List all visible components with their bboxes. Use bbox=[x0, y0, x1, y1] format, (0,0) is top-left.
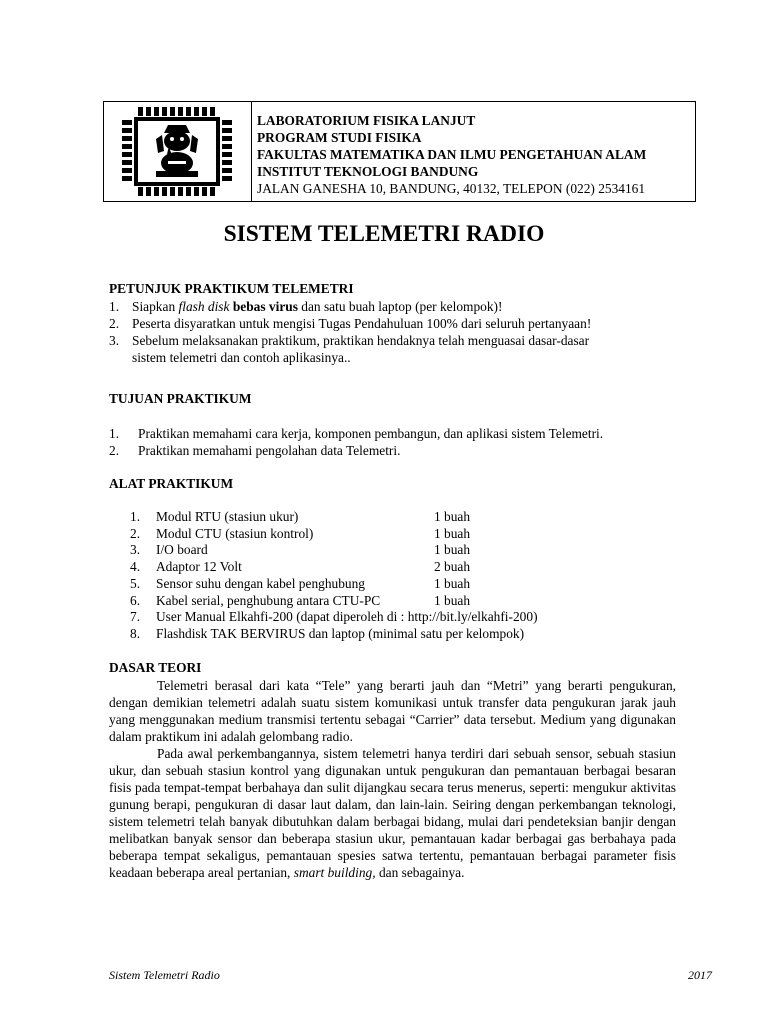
list-item: 2. Modul CTU (stasiun kontrol) 1 buah bbox=[130, 525, 471, 541]
list-item bbox=[109, 425, 603, 442]
list-item bbox=[109, 315, 591, 332]
address-line: JALAN GANESHA 10, BANDUNG, 40132, TELEPON (022) 2534161 bbox=[257, 181, 646, 196]
institute-name: INSTITUT TEKNOLOGI BANDUNG bbox=[257, 164, 479, 179]
list-item: 3. I/O board 1 buah bbox=[130, 542, 471, 558]
item-text: Sebelum melaksanakan praktikum, praktikan hendaknya telah menguasai dasar-dasar sistem telemetri dan contoh aplikasinya.. bbox=[132, 333, 590, 365]
footer-title: Sistem Telemetri Radio bbox=[109, 968, 220, 982]
footer-year: 2017 bbox=[688, 968, 712, 982]
item-number: 3. bbox=[109, 333, 120, 348]
letterhead-text bbox=[257, 112, 646, 197]
alat-list bbox=[130, 509, 538, 643]
document-title: SISTEM TELEMETRI RADIO bbox=[223, 221, 545, 247]
item-text: Praktikan memahami pengolahan data Telemetri. bbox=[138, 443, 401, 458]
program-name: PROGRAM STUDI FISIKA bbox=[257, 130, 422, 145]
item-number: 1. bbox=[109, 299, 120, 314]
list-item bbox=[109, 298, 591, 315]
section-heading-alat: ALAT PRAKTIKUM bbox=[109, 476, 234, 491]
header-divider bbox=[251, 102, 252, 201]
itb-ganesha-logo-icon bbox=[116, 105, 238, 198]
item-number: 2. bbox=[109, 316, 120, 331]
list-item: 4. Adaptor 12 Volt 2 buah bbox=[130, 559, 471, 575]
list-item: 7. User Manual Elkahfi-200 (dapat diperoleh di : http://bit.ly/elkahfi-200) bbox=[130, 609, 538, 625]
dasar-teori-body bbox=[109, 677, 676, 881]
list-item: 8. Flashdisk TAK BERVIRUS dan laptop (minimal satu per kelompok) bbox=[130, 625, 525, 641]
list-item: 5. Sensor suhu dengan kabel penghubung 1 buah bbox=[130, 575, 471, 591]
list-item bbox=[109, 332, 591, 366]
item-number: 2. bbox=[109, 443, 120, 458]
section-heading-petunjuk: PETUNJUK PRAKTIKUM TELEMETRI bbox=[109, 281, 354, 296]
item-number: 1. bbox=[109, 426, 120, 441]
item-text: Praktikan memahami cara kerja, komponen pembangun, dan aplikasi sistem Telemetri. bbox=[138, 426, 604, 441]
paragraph: Pada awal perkembangannya, sistem telemetri hanya terdiri dari sebuah sensor, sebuah stasiun ukur, dan sebuah stasiun kontrol yang digunakan untuk pengukuran dan pemantauan berbagai besaran fisis pada tempat-tempat berbahaya dan sulit dijangkau secara terus menerus, seperti: mengukur aktivitas gunung berapi, pengukuran di dasar laut dalam, dan lain-lain. Seiring dengan perkembangan teknologi, sistem telemetri telah banyak dibutuhkan dalam berbagai bidang, mulai dari pendeteksian banjir dengan melibatkan banyak sensor dan beberapa stasiun ukur, pemantauan kadar berbagai gas berbahaya pada beberapa tempat sekaligus, pemantauan spesies satwa tertentu, pemantauan berbagai parameter fisis keadaan beberapa areal pertanian, smart building, dan sebagainya. bbox=[109, 746, 676, 880]
item-text: Siapkan flash disk bebas virus dan satu buah laptop (per kelompok)! bbox=[132, 299, 503, 314]
faculty-name: FAKULTAS MATEMATIKA DAN ILMU PENGETAHUAN ALAM bbox=[257, 147, 647, 162]
list-item: 6. Kabel serial, penghubung antara CTU-PC 1 buah bbox=[130, 592, 471, 608]
list-item bbox=[109, 442, 603, 459]
lab-name: LABORATORIUM FISIKA LANJUT bbox=[257, 113, 476, 128]
tujuan-list bbox=[109, 425, 603, 459]
list-item: 1. Modul RTU (stasiun ukur) 1 buah bbox=[130, 509, 471, 524]
section-heading-dasar-teori: DASAR TEORI bbox=[109, 660, 202, 675]
paragraph: Telemetri berasal dari kata “Tele” yang berarti jauh dan “Metri” yang berarti pengukuran, dengan demikian telemetri adalah suatu sistem komunikasi untuk transfer data pengukuran jarak jauh yang menggunakan medium transmisi tertentu sebagai “Carrier” data tersebut. Medium yang digunakan dalam praktikum ini adalah gelombang radio. bbox=[109, 678, 676, 744]
item-text: Peserta disyaratkan untuk mengisi Tugas Pendahuluan 100% dari seluruh pertanyaan! bbox=[132, 316, 592, 331]
petunjuk-list bbox=[109, 298, 591, 366]
letterhead-box bbox=[103, 101, 696, 202]
section-heading-tujuan: TUJUAN PRAKTIKUM bbox=[109, 391, 252, 406]
